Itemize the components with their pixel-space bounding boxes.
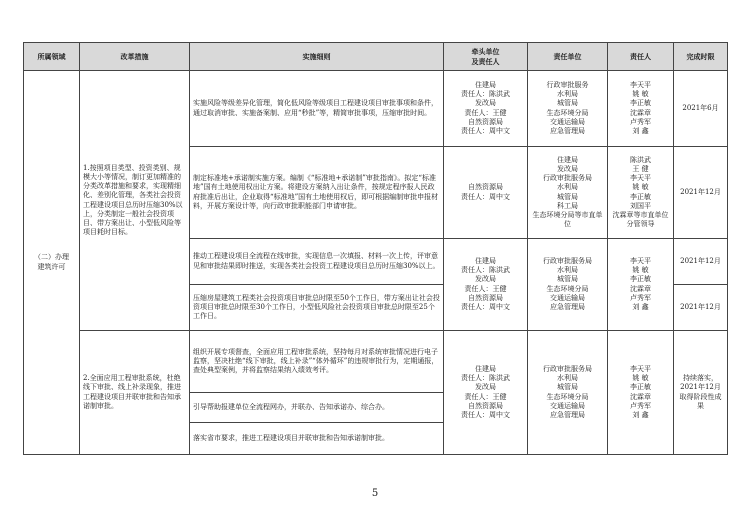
persons-cell: 陈洪武 王 健 李天平 姚 敏 李正敏 刘国平 沈霖章等市直单位分管领导 xyxy=(608,147,674,239)
header-units: 责任单位 xyxy=(528,43,608,71)
units-cell: 行政审批服务局 水利局 城管局 生态环境分局 交通运输局 应急管理局 xyxy=(528,239,608,331)
reform-table xyxy=(23,42,728,455)
lead-cell: 自然资源局 责任人：周中文 xyxy=(444,147,528,239)
header-persons: 责任人 xyxy=(608,43,674,71)
deadline-cell: 2021年12月 xyxy=(674,285,728,331)
table-row xyxy=(24,331,728,393)
persons-cell: 李天平 姚 敏 李正敏 沈霖章 卢秀军 刘 鑫 xyxy=(608,71,674,147)
deadline-cell: 2021年12月 xyxy=(674,147,728,239)
units-cell: 行政审批服务局 水利局 城管局 生态环境分局 交通运输局 应急管理局 xyxy=(528,331,608,455)
lead-cell: 住建局 责任人：陈洪武 发改局 责任人：王健 自然资源局 责任人：周中文 xyxy=(444,239,528,331)
detail-cell: 实施风险等级差异化管理，简化低风险等级项目工程建设项目审批事项和条件，通过取消审批、实施备案制、应用“秒批”等，精简审批事项，压缩审批时间。 xyxy=(190,71,444,147)
table-header-row xyxy=(24,43,728,71)
lead-cell: 住建局 责任人：陈洪武 发改局 责任人：王健 自然资源局 责任人：周中文 xyxy=(444,71,528,147)
domain-cell: （二）办理 建筑许可 xyxy=(24,71,80,455)
detail-cell: 推动工程建设项目全流程在线审批，实现信息一次填报、材料一次上传，评审意见和审批结果即时推送，实现各类社会投资工程建设项目总历时压缩30%以上。 xyxy=(190,239,444,285)
persons-cell: 李天平 姚 敏 李正敏 沈霖章 卢秀军 刘 鑫 xyxy=(608,331,674,455)
header-deadline: 完成时限 xyxy=(674,43,728,71)
measure-2-cell: 2.全面应用工程审批系统，杜绝线下审批、线上补录现象，推进工程建设项目并联审批和告知承诺制审批。 xyxy=(80,331,190,455)
units-cell: 住建局 发改局 行政审批服务局 水利局 城管局 科工局 生态环境分局等市直单位 xyxy=(528,147,608,239)
header-measure: 改革措施 xyxy=(80,43,190,71)
persons-cell: 李天平 姚 敏 李正敏 沈霖章 卢秀军 刘 鑫 xyxy=(608,239,674,331)
detail-cell: 落实省市要求，推进工程建设项目并联审批和告知承诺制审批。 xyxy=(190,423,444,455)
deadline-cell: 2021年6月 xyxy=(674,71,728,147)
page-number: 5 xyxy=(371,488,379,499)
detail-cell: 引导帮助报建单位全流程网办，并联办、告知承诺办、综合办。 xyxy=(190,393,444,423)
header-detail: 实施细则 xyxy=(190,43,444,71)
detail-cell: 制定标准地+承诺制实施方案。编制《“标准地+承诺制”审批指南》。拟定“标准地”国有土地使用权出让方案。将建设方案纳入出让条件，按规定程序报人民政府批准后出让，企业取得“标准地”国有土地使用权后，即可根据编制审批申报材料，开展方案设计等，向行政审批职能部门申请审批。 xyxy=(190,147,444,239)
lead-cell: 住建局 责任人：陈洪武 发改局 责任人：王健 自然资源局 责任人：周中文 xyxy=(444,331,528,455)
deadline-cell: 2021年12月 xyxy=(674,239,728,285)
detail-cell: 压缩房屋建筑工程类社会投资项目审批总时限至50个工作日，带方案出让社会投资项目审批总时限至30个工作日，小型低风险社会投资项目审批总时限至25个工作日。 xyxy=(190,285,444,331)
table-row xyxy=(24,71,728,147)
units-cell: 行政审批服务 水利局 城管局 生态环境分局 交通运输局 应急管理局 xyxy=(528,71,608,147)
measure-1-cell: 1.按照项目类型、投资类别、规模大小等情况，制订更加精准的分类改革措施和要求，实现精细化、差别化管理，各类社会投资工程建设项目总历时压缩30%以上，分类制定一般社会投资项目、带方案出让、小型低风险等项目耗时目标。 xyxy=(80,71,190,331)
header-lead: 牵头单位 及责任人 xyxy=(444,43,528,71)
detail-cell: 组织开展专项督查，全面应用工程审批系统，坚持每月对系统审批情况进行电子监察，坚决杜绝“线下审批，线上补录”“体外循环”的违规审批行为，定期通报，查处典型案例，并将监察结果纳入绩效考评。 xyxy=(190,331,444,393)
header-domain: 所属领域 xyxy=(24,43,80,71)
deadline-cell: 持续落实， 2021年12月取得阶段性成果 xyxy=(674,331,728,455)
